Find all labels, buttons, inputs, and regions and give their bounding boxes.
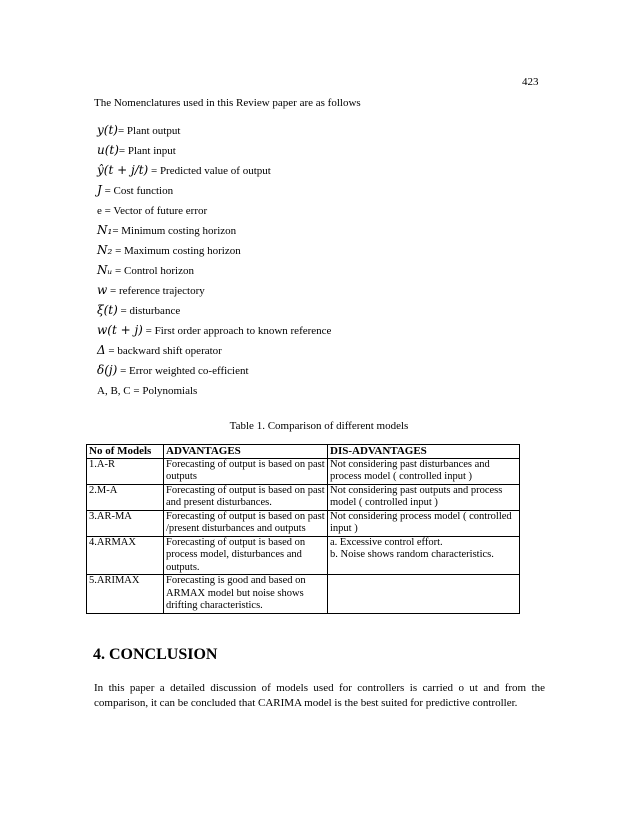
table-cell: Forecasting of output is based on past /present disturbances and outputs — [164, 510, 328, 536]
table-cell: Forecasting of output is based on past outputs — [164, 458, 328, 484]
nomenclature-symbol: ŷ(t + j/t) — [97, 163, 149, 177]
nomenclature-definition: = Error weighted co-efficient — [117, 365, 249, 377]
nomenclature-definition: = reference trajectory — [107, 285, 205, 297]
nomenclature-definition: = disturbance — [117, 305, 181, 317]
nomenclature-item — [97, 340, 331, 360]
nomenclature-symbol: Δ — [97, 343, 106, 357]
nomenclature-definition: = Cost function — [101, 185, 174, 197]
nomenclature-item — [97, 240, 331, 260]
table-cell: Not considering process model ( controlled input ) — [328, 510, 520, 536]
nomenclature-definition: = Plant output — [117, 125, 181, 137]
table-cell: Not considering past outputs and process model ( controlled input ) — [328, 484, 520, 510]
nomenclature-symbol: u(t) — [97, 143, 119, 157]
table-row — [87, 510, 520, 536]
nomenclature-definition: = Plant input — [118, 145, 176, 157]
nomenclature-intro: The Nomenclatures used in this Review paper are as follows — [94, 97, 361, 109]
nomenclature-item — [97, 280, 331, 300]
nomenclature-definition: = backward shift operator — [105, 345, 222, 357]
table-cell: Forecasting of output is based on past and present disturbances. — [164, 484, 328, 510]
table-cell: Not considering past disturbances and process model ( controlled input ) — [328, 458, 520, 484]
page-number: 423 — [522, 76, 539, 88]
table-cell: Forecasting of output is based on process model, disturbances and outputs. — [164, 536, 328, 575]
nomenclature-item — [97, 380, 331, 400]
table-caption: Table 1. Comparison of different models — [229, 420, 409, 432]
section-heading: 4. CONCLUSION — [93, 646, 218, 663]
nomenclature-symbol: w(t + j) — [97, 323, 143, 337]
nomenclature-item — [97, 120, 331, 140]
table-cell: 2.M-A — [87, 484, 164, 510]
nomenclature-item — [97, 160, 331, 180]
nomenclature-item — [97, 320, 331, 340]
table-cell: 3.AR-MA — [87, 510, 164, 536]
table-cell: Forecasting is good and based on ARMAX model but noise shows drifting characteristics. — [164, 575, 328, 614]
nomenclature-list — [97, 120, 331, 400]
nomenclature-symbol: J — [97, 183, 102, 197]
table-cell — [328, 575, 520, 614]
table-cell: 5.ARIMAX — [87, 575, 164, 614]
nomenclature-item — [97, 300, 331, 320]
table-cell: 1.A-R — [87, 458, 164, 484]
nomenclature-symbol: y(t) — [97, 123, 118, 137]
nomenclature-item — [97, 200, 331, 220]
table-row — [87, 536, 520, 575]
nomenclature-item — [97, 220, 331, 240]
nomenclature-definition: = First order approach to known reference — [142, 325, 332, 337]
table-cell: 4.ARMAX — [87, 536, 164, 575]
conclusion-paragraph: In this paper a detailed discussion of models used for controllers is carried o ut and from the comparison, it can be concluded that CARIMA model is the best suited for predictive controller. — [94, 682, 545, 709]
nomenclature-definition: e = Vector of future error — [97, 205, 208, 217]
nomenclature-item — [97, 180, 331, 200]
nomenclature-symbol: N₁ — [97, 223, 113, 237]
nomenclature-definition: = Control horizon — [112, 265, 194, 277]
table-row — [87, 458, 520, 484]
nomenclature-definition: = Predicted value of output — [148, 165, 271, 177]
table-header-row — [87, 445, 520, 459]
nomenclature-symbol: Nᵤ — [97, 263, 113, 277]
nomenclature-definition: = Maximum costing horizon — [112, 245, 241, 257]
nomenclature-definition: A, B, C = Polynomials — [97, 385, 198, 397]
comparison-table — [86, 444, 520, 614]
table-row — [87, 484, 520, 510]
column-header: ADVANTAGES — [164, 445, 328, 459]
nomenclature-item — [97, 140, 331, 160]
nomenclature-symbol: δ(j) — [97, 363, 118, 377]
nomenclature-item — [97, 360, 331, 380]
nomenclature-definition: = Minimum costing horizon — [112, 225, 237, 237]
table-row — [87, 575, 520, 614]
column-header: No of Models — [87, 445, 164, 459]
nomenclature-item — [97, 260, 331, 280]
nomenclature-symbol: ξ(t) — [97, 303, 118, 317]
nomenclature-symbol: N₂ — [97, 243, 113, 257]
nomenclature-symbol: w — [97, 283, 108, 297]
column-header: DIS-ADVANTAGES — [328, 445, 520, 459]
table-cell: a. Excessive control effort. b. Noise shows random characteristics. — [328, 536, 520, 575]
